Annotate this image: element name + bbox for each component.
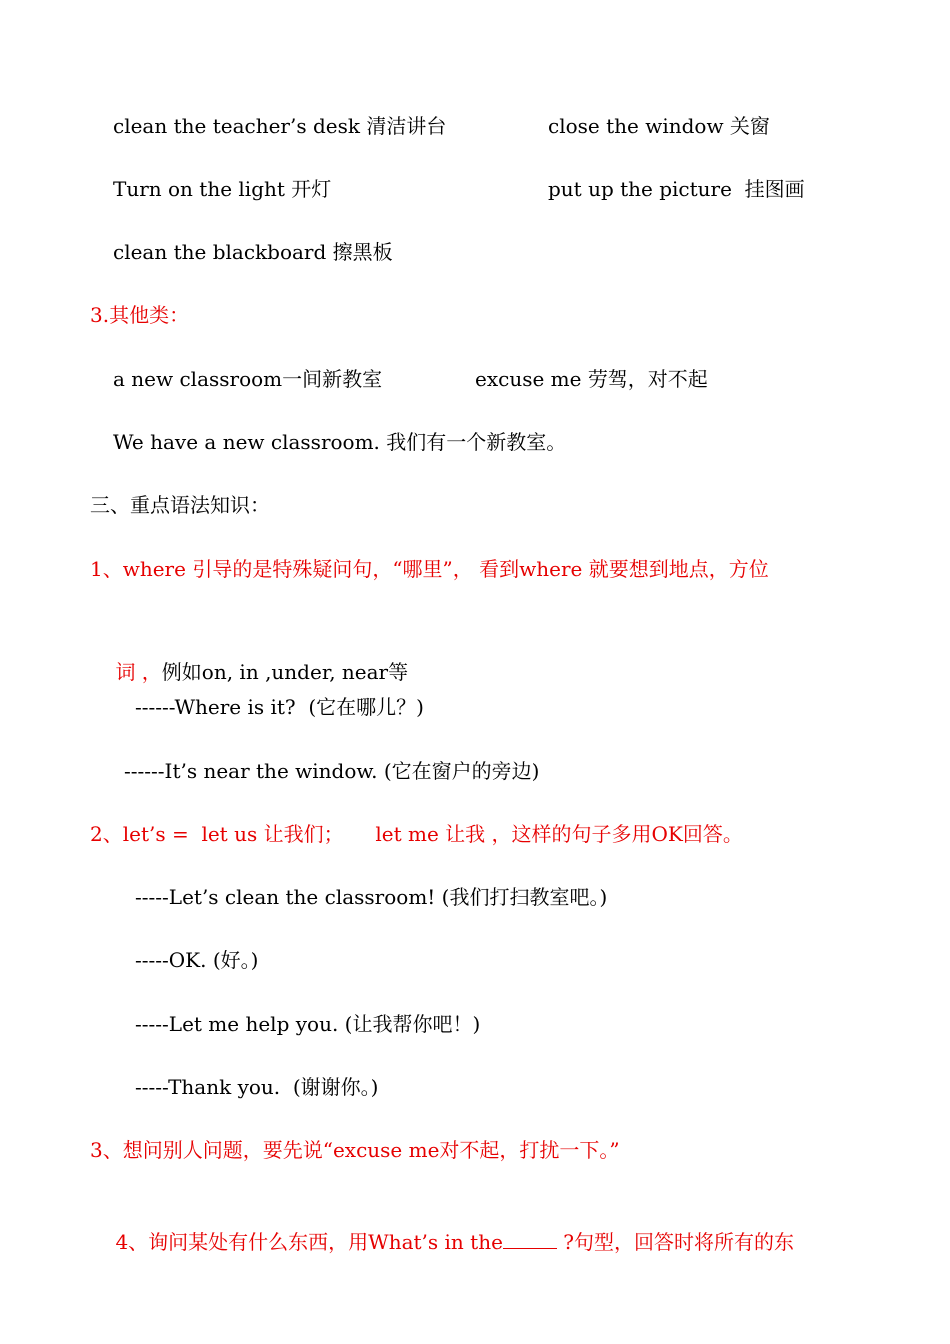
- dialog-line: -----Let me help you. (让我帮你吧！): [135, 1012, 481, 1036]
- grammar-point-4-start: 4、询问某处有什么东西，用What’s in the: [115, 1230, 503, 1254]
- dialog-line: -----Let’s clean the classroom! (我们打扫教室吧。): [135, 885, 608, 909]
- dialog-line: ------It’s near the window. (它在窗户的旁边): [124, 759, 540, 783]
- grammar-point-4-end: ?句型，回答时将所有的东: [556, 1230, 795, 1254]
- dialog-line: -----Thank you. (谢谢你。): [135, 1075, 379, 1099]
- dialog-line: ------Where is it? (它在哪儿？): [135, 695, 424, 719]
- fill-in-blank: [503, 1228, 557, 1249]
- vocab-item: Turn on the light 开灯: [113, 177, 332, 201]
- grammar-point-1-tail: 词 ，: [115, 660, 162, 684]
- vocab-item: clean the teacher’s desk 清洁讲台: [113, 114, 447, 138]
- example-sentence: We have a new classroom. 我们有一个新教室。: [113, 430, 567, 454]
- vocab-item: clean the blackboard 擦黑板: [113, 240, 393, 264]
- section-heading-grammar: 三、重点语法知识：: [90, 493, 270, 517]
- grammar-point-1: 1、where 引导的是特殊疑问句，“哪里”， 看到where 就要想到地点，方位: [90, 557, 769, 581]
- grammar-point-3: 3、想问别人问题，要先说“excuse me对不起，打扰一下。”: [90, 1138, 620, 1162]
- vocab-item: excuse me 劳驾，对不起: [475, 367, 708, 391]
- grammar-point-4: [90, 1200, 794, 1284]
- vocab-item: close the window 关窗: [548, 114, 770, 138]
- grammar-point-1-examples: 例如on, in ,under, near等: [161, 660, 409, 684]
- vocab-item: a new classroom一间新教室: [113, 367, 383, 391]
- section-heading-other: 3.其他类：: [90, 303, 190, 327]
- dialog-line: -----OK. (好。): [135, 948, 259, 972]
- grammar-point-2: 2、let’s = let us 让我们； let me 让我 ，这样的句子多用OK回答。: [90, 822, 743, 846]
- vocab-item: put up the picture 挂图画: [548, 177, 805, 201]
